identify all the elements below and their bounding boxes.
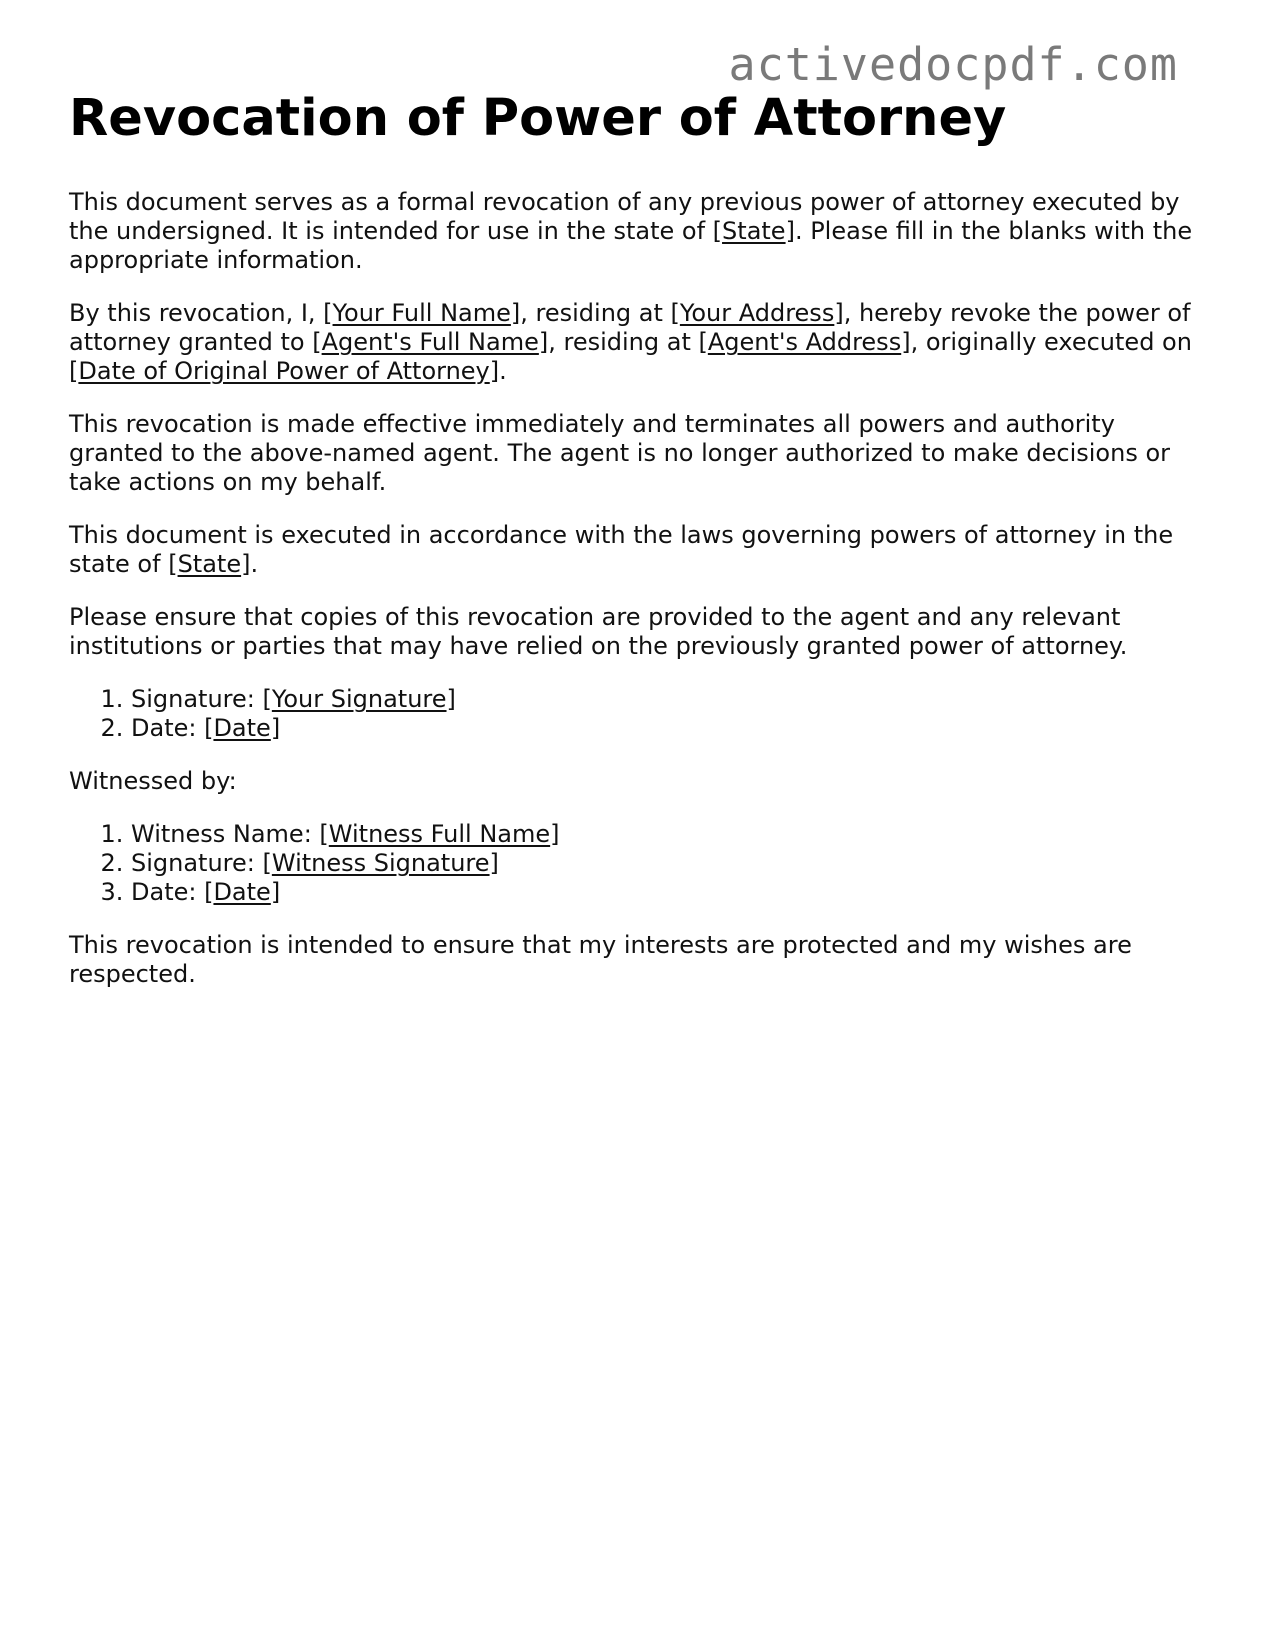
revocation-text-1: By this revocation, I, [ [69,299,333,327]
witness-signature-label: Signature: [ [131,849,272,877]
witness-signature-blank[interactable]: Witness Signature [271,849,490,877]
agent-full-name-blank[interactable]: Agent's Full Name [321,328,539,356]
revocation-text-6: ]. [489,357,507,385]
laws-state-blank[interactable]: State [177,550,242,578]
witness-date-label: Date: [ [131,878,214,906]
witness-full-name-blank[interactable]: Witness Full Name [328,820,551,848]
your-full-name-blank[interactable]: Your Full Name [332,299,511,327]
laws-text-2: ]. [241,550,259,578]
bracket-close: ] [489,849,499,877]
revocation-text-4: ], residing at [ [538,328,708,356]
state-blank[interactable]: State [722,217,786,245]
revocation-text-2: ], residing at [ [510,299,680,327]
agent-address-blank[interactable]: Agent's Address [707,328,902,356]
witness-date-blank[interactable]: Date [213,878,271,906]
signature-list [69,685,1199,743]
bracket-close: ] [270,878,281,906]
document-body [69,84,1199,1013]
revocation-text-5: ], originally executed on [ [69,328,1192,385]
intro-text-2: ]. Please fill in the blanks with the appropriate information. [69,217,1193,274]
laws-text-1: This document is executed in accordance with the laws governing powers of attorney in the state of [ [69,521,1174,578]
laws-paragraph [69,521,1199,579]
signature-label: Signature: [ [131,685,272,713]
bracket-close: ] [550,820,560,848]
revocation-text-3: ], hereby revoke the power of attorney granted to [ [69,299,1191,356]
date-label: Date: [ [131,714,214,742]
your-address-blank[interactable]: Your Address [679,299,835,327]
list-item [131,820,1199,849]
signature-date-blank[interactable]: Date [213,714,271,742]
intro-text-1: This document serves as a formal revocation of any previous power of attorney executed by the undersigned. It is intended for use in the state of [ [69,188,1180,245]
your-signature-blank[interactable]: Your Signature [271,685,447,713]
intro-paragraph [69,188,1199,275]
original-date-blank[interactable]: Date of Original Power of Attorney [78,357,490,385]
bracket-close: ] [446,685,456,713]
revocation-paragraph [69,299,1199,386]
list-item [131,714,1199,743]
witness-list [69,820,1199,907]
witnessed-by-label: Witnessed by: [69,767,237,795]
witness-name-label: Witness Name: [ [131,820,329,848]
document-title: Revocation of Power of Attorney [69,89,1007,148]
effective-paragraph: This revocation is made effective immediately and terminates all powers and authority granted to the above-named agent. The agent is no longer authorized to make decisions or take actions on my behalf. [69,410,1171,496]
list-item [131,849,1199,878]
watermark-text: activedocpdf.com [728,38,1178,91]
list-item [131,685,1199,714]
list-item [131,878,1199,907]
closing-paragraph: This revocation is intended to ensure that my interests are protected and my wishes are respected. [69,931,1132,988]
bracket-close: ] [270,714,281,742]
copies-paragraph: Please ensure that copies of this revocation are provided to the agent and any relevant institutions or parties that may have relied on the previously granted power of attorney. [69,603,1128,660]
